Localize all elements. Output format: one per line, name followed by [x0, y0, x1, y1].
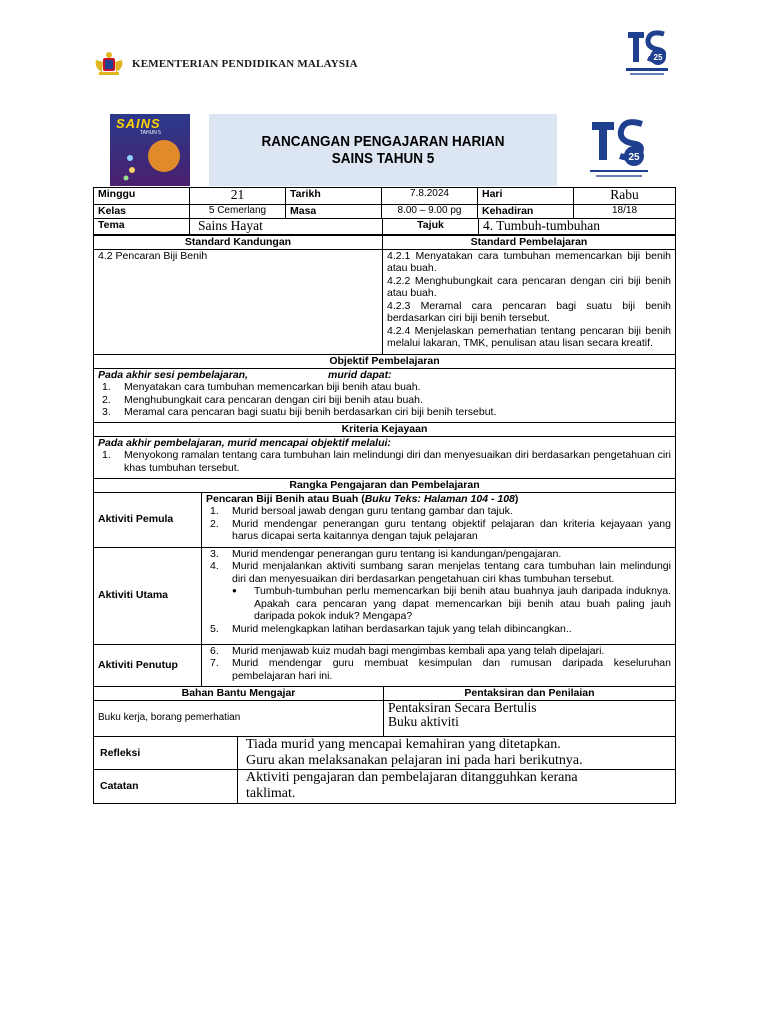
bullet-item: ● Tumbuh-tumbuhan perlu memencarkan biji benih atau buahnya jauh daripada induknya. Apakah cara pencaran yang dapat memencarkan biji benih atau buah paling jauh daripada pokok induk? Mengapa?: [232, 585, 671, 622]
cover-subtitle: TAHUN 5: [140, 130, 162, 136]
catatan-line2: taklimat.: [246, 786, 296, 801]
page-subtitle: SAINS TAHUN 5: [331, 150, 435, 167]
bahan-value: Buku kerja, borang pemerhatian: [94, 700, 384, 736]
hari-label: Hari: [478, 188, 574, 205]
list-item: 3. Meramal cara pencaran bagi suatu biji benih berdasarkan ciri biji benih tersebut.: [102, 406, 497, 418]
catatan-line1: Aktiviti pengajaran dan pembelajaran ditangguhkan kerana: [246, 770, 578, 785]
standard-kandungan-text: 4.2 Pencaran Biji Benih: [94, 249, 383, 354]
refleksi-table: [93, 736, 676, 804]
standard-pembelajaran-list: [383, 249, 676, 354]
list-item: 4.2.1 Menyatakan cara tumbuhan memencarkan biji benih atau buah.: [387, 249, 671, 274]
aktiviti-pemula-label: Aktiviti Pemula: [94, 492, 202, 547]
logo-number: 25: [628, 152, 640, 163]
rangka-header: Rangka Pengajaran dan Pembelajaran: [94, 479, 676, 493]
kehadiran-value: 18/18: [574, 205, 676, 219]
ministry-header: [92, 50, 358, 78]
standards-table: [93, 235, 676, 355]
rangka-table: [93, 478, 676, 687]
list-item: 3. Murid mendengar penerangan guru tentang isi kandungan/pengajaran.: [210, 547, 562, 560]
tajuk-value: 4. Tumbuh-tumbuhan: [479, 219, 676, 235]
aktiviti-utama-body: [202, 547, 676, 644]
kriteria-table: [93, 422, 676, 479]
list-item: 6. Murid menjawab kuiz mudah bagi mengimbas kembali apa yang telah dipelajari.: [210, 644, 605, 657]
tarikh-label: Tarikh: [286, 188, 382, 205]
aktiviti-pemula-body: [202, 492, 676, 547]
pentaksiran-line1: Pentaksiran Secara Bertulis: [388, 700, 537, 715]
list-item: 2. Menghubungkait cara pencaran dengan ciri biji benih atau buah.: [102, 393, 423, 406]
list-item: 4.2.4 Menjelaskan pemerhatian tentang pencaran biji benih melalui lakaran, TMK, penulisan atau lisan secara kreatif.: [387, 324, 671, 349]
kriteria-header: Kriteria Kejayaan: [94, 423, 676, 437]
pentaksiran-value: [384, 700, 676, 736]
textbook-cover: [110, 114, 190, 186]
bahan-table: [93, 686, 676, 737]
catatan-value: [238, 770, 676, 804]
objektif-intro: Pada akhir sesi pembelajaran, murid dapat:: [98, 368, 392, 381]
kehadiran-label: Kehadiran: [478, 205, 574, 219]
minggu-label: Minggu: [94, 188, 190, 205]
ministry-name: KEMENTERIAN PENDIDIKAN MALAYSIA: [132, 58, 358, 70]
aktiviti-penutup-body: [202, 644, 676, 686]
standard-kandungan-header: Standard Kandungan: [94, 236, 383, 250]
info-table: [93, 187, 676, 219]
cover-title: SAINS: [116, 116, 161, 131]
tarikh-value: 7.8.2024: [382, 188, 478, 205]
objektif-body: [94, 368, 676, 422]
objektif-header: Objektif Pembelajaran: [94, 355, 676, 369]
list-item: 1. Murid bersoal jawab dengan guru tentang gambar dan tajuk.: [210, 505, 513, 517]
refleksi-line1: Tiada murid yang mencapai kemahiran yang ditetapkan.: [246, 737, 561, 752]
hari-value: Rabu: [574, 188, 676, 205]
pentaksiran-header: Pentaksiran dan Penilaian: [384, 687, 676, 701]
ts25-logo-icon: [622, 24, 672, 78]
list-item: 1. Menyokong ramalan tentang cara tumbuhan lain melindungi diri dan menyesuaikan diri berdasarkan pengetahuan ciri khas tumbuhan tersebut.: [102, 449, 671, 474]
list-item: 4. Murid menjalankan aktiviti sumbang saran menjelas tentang cara tumbuhan lain melindungi diri dan menyesuaikan diri berdasarkan pengetahuan ciri khas tumbuhan tersebut.: [210, 560, 671, 585]
refleksi-label: Refleksi: [94, 737, 238, 770]
tema-table: [93, 218, 676, 235]
pemula-title: Pencaran Biji Benih atau Buah (Buku Teks: Halaman 104 - 108): [206, 492, 519, 505]
refleksi-value: [238, 737, 676, 770]
minggu-value: 21: [190, 188, 286, 205]
page-title: RANCANGAN PENGAJARAN HARIAN: [261, 133, 505, 150]
title-banner: [209, 114, 557, 186]
aktiviti-utama-label: Aktiviti Utama: [94, 547, 202, 644]
malaysia-crest-icon: [92, 50, 126, 78]
kelas-value: 5 Cemerlang: [190, 205, 286, 219]
list-item: 5. Murid melengkapkan latihan berdasarkan tajuk yang telah dibincangkan..: [210, 622, 572, 635]
tema-label: Tema: [94, 219, 190, 235]
refleksi-line2: Guru akan melaksanakan pelajaran ini pada hari berikutnya.: [246, 753, 583, 768]
list-item: 2. Murid mendengar penerangan guru tentang objektif pelajaran dan kriteria kejayaan yang harus dicapai serta kaitannya dengan tajuk pelajaran: [210, 517, 671, 542]
pentaksiran-line2: Buku aktiviti: [388, 713, 459, 729]
list-item: 4.2.2 Menghubungkait cara pencaran dengan ciri biji benih atau buah.: [387, 274, 671, 299]
bahan-header: Bahan Bantu Mengajar: [94, 687, 384, 701]
masa-value: 8.00 – 9.00 pg: [382, 205, 478, 219]
ts25-logo-icon: [588, 116, 650, 180]
standard-pembelajaran-header: Standard Pembelajaran: [383, 236, 676, 250]
kriteria-intro: Pada akhir pembelajaran, murid mencapai objektif melalui:: [98, 436, 391, 449]
masa-label: Masa: [286, 205, 382, 219]
tema-value: Sains Hayat: [190, 219, 383, 235]
logo-number: 25: [653, 53, 663, 62]
list-item: 4.2.3 Meramal cara pencaran bagi suatu biji benih berdasarkan ciri biji benih tersebut.: [387, 299, 671, 324]
tajuk-label: Tajuk: [383, 219, 479, 235]
bullet-icon: ●: [232, 586, 237, 595]
catatan-label: Catatan: [94, 770, 238, 804]
kriteria-body: [94, 436, 676, 478]
list-item: 7. Murid mendengar guru membuat kesimpulan dan rumusan daripada keseluruhan pembelajaran hari ini.: [210, 657, 671, 682]
objektif-table: [93, 354, 676, 423]
aktiviti-penutup-label: Aktiviti Penutup: [94, 644, 202, 686]
list-item: 1. Menyatakan cara tumbuhan memencarkan biji benih atau buah.: [102, 381, 421, 393]
kelas-label: Kelas: [94, 205, 190, 219]
